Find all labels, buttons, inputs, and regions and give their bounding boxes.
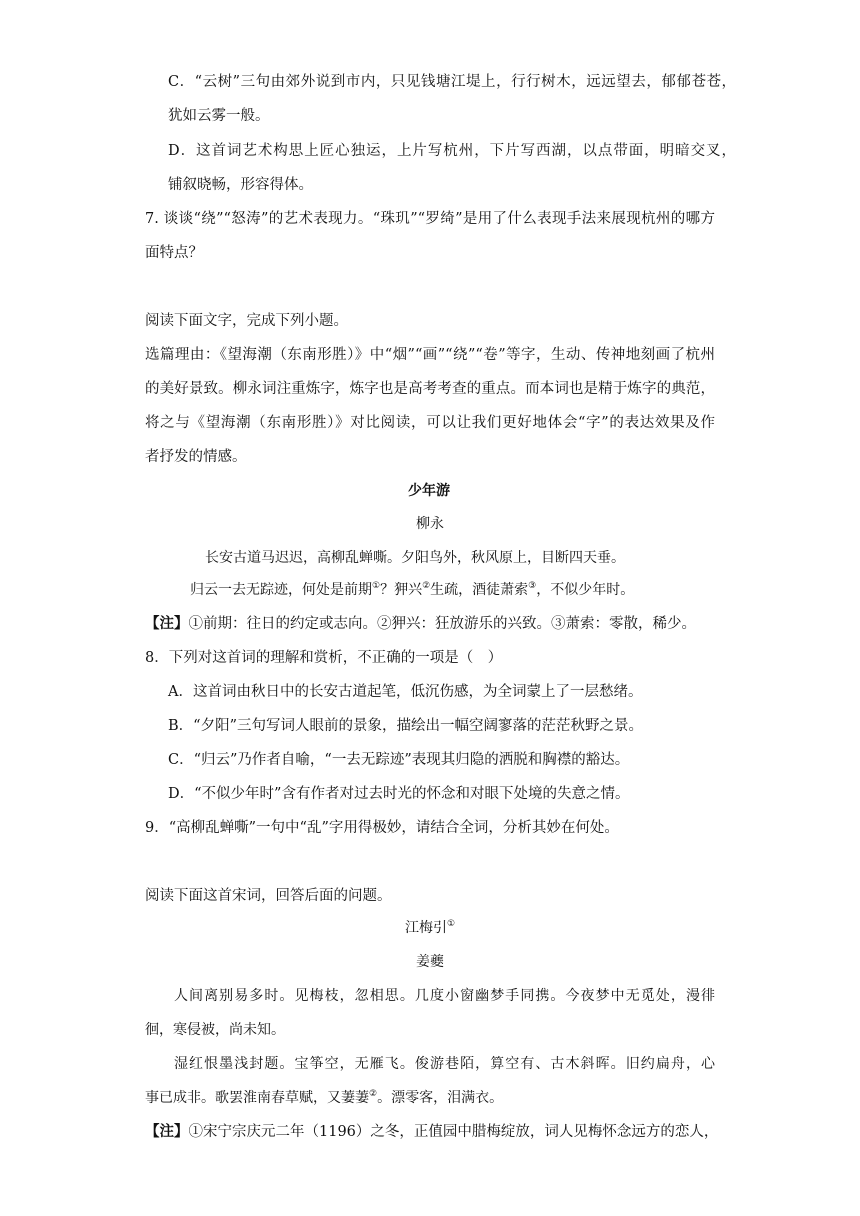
q8-option-a: A．这首词由秋日中的长安古道起笔，低沉伤感，为全词蒙上了一层愁绪。: [168, 684, 643, 700]
poem2-para2-line2: 事已成非。歌罢淮南春草赋，又萋萋②。漂零客，泪满衣。: [145, 1089, 504, 1106]
q8-option-b: B．“夕阳”三句写词人眼前的景象，描绘出一幅空阔寥落的茫茫秋野之景。: [168, 718, 643, 734]
poem2-para1-line1: 人间离别易多时。见梅枝，忽相思。几度小窗幽梦手同携。今夜梦中无觅处，漫徘: [174, 988, 715, 1004]
q9-stem: 9．“高柳乱蝉嘶”一句中“乱”字用得极妙，请结合全词，分析其妙在何处。: [145, 820, 619, 836]
q6-option-d-line1: D．这首词艺术构思上匠心独运，上片写杭州，下片写西湖，以点带面，明暗交叉，: [168, 143, 736, 159]
q8-option-d: D．“不似少年时”含有作者对过去时光的怀念和对眼下处境的失意之情。: [168, 786, 630, 802]
poem1-title: 少年游: [408, 483, 450, 499]
section2-intro: 阅读下面文字，完成下列小题。: [145, 313, 348, 329]
poem2-title: 江梅引①: [405, 919, 456, 936]
q8-stem: 8．下列对这首词的理解和赏析，不正确的一项是（ ）: [145, 650, 503, 666]
section2-reason-line3: 将之与《望海潮（东南形胜）》对比阅读，可以让我们更好地体会“字”的表达效果及作: [145, 415, 715, 431]
poem2-para1-line2: 徊，寒侵被，尚未知。: [145, 1022, 285, 1038]
poem2-note: 【注】①宋宁宗庆元二年（1196）之冬，正值园中腊梅绽放，词人见梅怀念远方的恋人，: [145, 1123, 719, 1140]
poem1-line2: 归云一去无踪迹，何处是前期①？狎兴②生疏，酒徒萧索③，不似少年时。: [190, 581, 635, 598]
q6-option-c-line1: C．“云树”三句由郊外说到市内，只见钱塘江堤上，行行树木，远远望去，郁郁苍苍，: [168, 74, 736, 90]
section2-reason-line2: 的美好景致。柳永词注重炼字，炼字也是高考考查的重点。而本词也是精于炼字的典范，: [145, 381, 715, 397]
section3-intro: 阅读下面这首宋词，回答后面的问题。: [145, 888, 392, 904]
poem1-author: 柳永: [416, 516, 444, 532]
poem1-note: 【注】①前期：往日的约定或志向。②狎兴：狂放游乐的兴致。③萧索：零散，稀少。: [145, 615, 696, 632]
q6-option-c-line2: 犹如云雾一般。: [168, 108, 270, 124]
q7-stem-line1: 7. 谈谈“绕”“怒涛”的艺术表现力。“珠玑”“罗绮”是用了什么表现手法来展现杭州的哪方: [145, 211, 715, 227]
q6-option-d-line2: 铺叙晓畅，形容得体。: [168, 177, 313, 193]
q7-stem-line2: 面特点？: [145, 245, 203, 261]
section2-reason-line1: 选篇理由：《望海潮（东南形胜）》中“烟”“画”“绕”“卷”等字，生动、传神地刻画了杭州: [145, 347, 715, 363]
section2-reason-line4: 者抒发的情感。: [145, 449, 247, 465]
poem1-line1: 长安古道马迟迟，高柳乱蝉嘶。夕阳鸟外，秋风原上，目断四天垂。: [205, 550, 625, 566]
q8-option-c: C．“归云”乃作者自喻，“一去无踪迹”表现其归隐的洒脱和胸襟的豁达。: [168, 752, 630, 768]
poem2-author: 姜夔: [416, 954, 444, 970]
poem2-para2-line1: 湿红恨墨浅封题。宝筝空，无雁飞。俊游巷陌，算空有、古木斜晖。旧约扁舟，心: [174, 1056, 715, 1072]
